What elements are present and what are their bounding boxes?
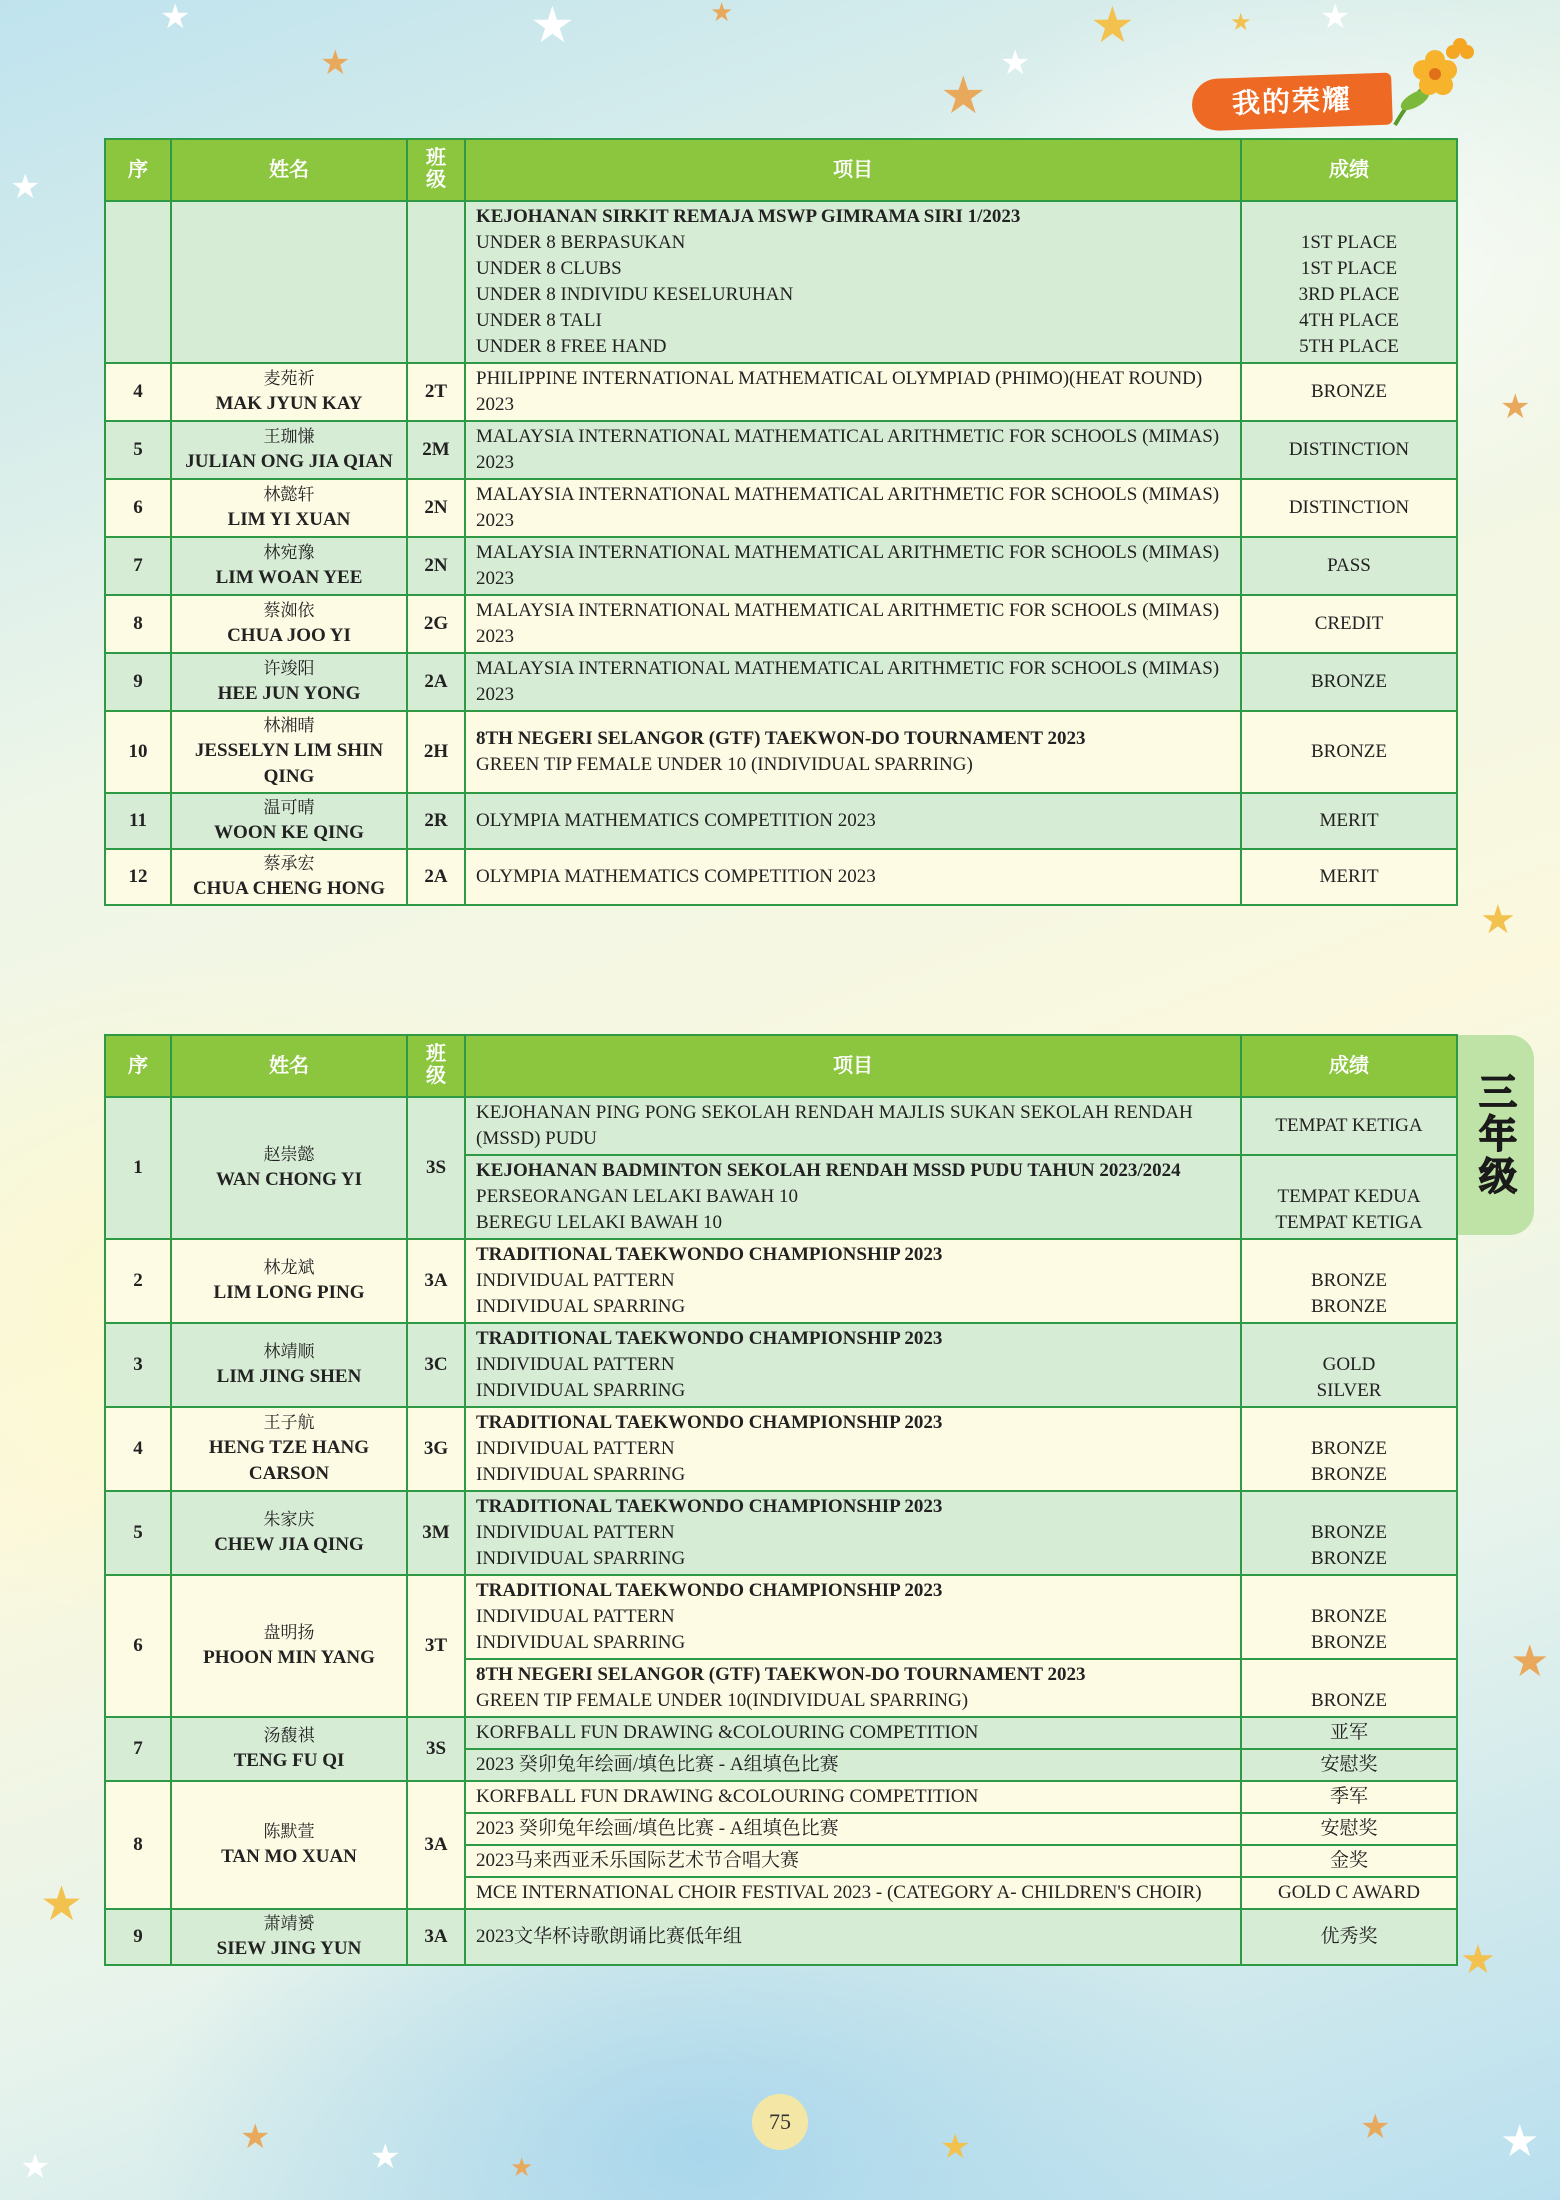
class-code: 2N <box>407 479 465 537</box>
class-code: 3C <box>407 1323 465 1407</box>
header-result: 成绩 <box>1241 139 1457 201</box>
text-line: MERIT <box>1319 810 1379 831</box>
text-line: GREEN TIP FEMALE UNDER 10 (INDIVIDUAL SPARRING) <box>476 754 973 775</box>
event-cell <box>465 1813 1241 1845</box>
text-line: BRONZE <box>1311 381 1387 402</box>
table-row <box>105 1407 1457 1491</box>
event-cell <box>465 537 1241 595</box>
event-cell <box>465 1407 1241 1491</box>
student-name-english: WAN CHONG YI <box>215 1169 363 1190</box>
text-line: PERSEORANGAN LELAKI BAWAH 10 <box>476 1186 798 1207</box>
text-line <box>1252 1578 1446 1604</box>
text-line: 8TH NEGERI SELANGOR (GTF) TAEKWON-DO TOURNAMENT 2023 <box>476 1664 1086 1685</box>
text-line: OLYMPIA MATHEMATICS COMPETITION 2023 <box>476 866 876 887</box>
table-row <box>105 1097 1457 1155</box>
text-line: BRONZE <box>1311 1438 1387 1459</box>
result-cell <box>1241 1813 1457 1845</box>
result-cell <box>1241 421 1457 479</box>
star-decoration-icon: ★ <box>940 66 987 126</box>
student-name-english: CHUA CHENG HONG <box>192 878 386 899</box>
student-name-english: WOON KE QING <box>214 822 364 843</box>
student-name-english: JESSELYN LIM SHIN QING <box>194 740 384 787</box>
student-name-english: JULIAN ONG JIA QIAN <box>185 451 393 472</box>
text-line: MALAYSIA INTERNATIONAL MATHEMATICAL ARITHMETIC FOR SCHOOLS (MIMAS) 2023 <box>476 600 1220 647</box>
text-line: 安慰奖 <box>1320 1754 1378 1775</box>
star-decoration-icon: ★ <box>40 1876 84 1932</box>
student-name-chinese: 盘明扬 <box>263 1623 315 1642</box>
event-cell <box>465 1717 1241 1749</box>
header-name: 姓名 <box>171 139 407 201</box>
text-line: CREDIT <box>1314 613 1384 634</box>
student-name-english: PHOON MIN YANG <box>203 1647 375 1668</box>
header-no: 序 <box>105 1035 171 1097</box>
text-line: 4TH PLACE <box>1299 310 1399 331</box>
text-line <box>1252 1242 1446 1268</box>
text-line: BRONZE <box>1311 1632 1387 1653</box>
class-code: 2N <box>407 537 465 595</box>
result-cell <box>1241 653 1457 711</box>
student-name-english: CHEW JIA QING <box>214 1534 364 1555</box>
table-row <box>105 793 1457 849</box>
table-row <box>105 537 1457 595</box>
student-name-chinese: 王珈慊 <box>263 427 315 446</box>
text-line: INDIVIDUAL SPARRING <box>476 1548 686 1569</box>
achievements-table-grade-2 <box>104 138 1458 906</box>
row-number: 8 <box>105 1781 171 1909</box>
text-line: MALAYSIA INTERNATIONAL MATHEMATICAL ARITHMETIC FOR SCHOOLS (MIMAS) 2023 <box>476 484 1220 531</box>
student-name-english: HEE JUN YONG <box>217 683 361 704</box>
text-line: MALAYSIA INTERNATIONAL MATHEMATICAL ARITHMETIC FOR SCHOOLS (MIMAS) 2023 <box>476 658 1220 705</box>
student-name-english: TAN MO XUAN <box>221 1846 357 1867</box>
result-cell <box>1241 479 1457 537</box>
text-line: 8TH NEGERI SELANGOR (GTF) TAEKWON-DO TOURNAMENT 2023 <box>476 728 1086 749</box>
student-name-chinese: 汤馥祺 <box>263 1726 315 1745</box>
text-line: TRADITIONAL TAEKWONDO CHAMPIONSHIP 2023 <box>476 1328 943 1349</box>
star-decoration-icon: ★ <box>1460 1937 1496 1983</box>
header-name: 姓名 <box>171 1035 407 1097</box>
star-decoration-icon: ★ <box>240 2117 271 2157</box>
text-line: 2023文华杯诗歌朗诵比赛低年组 <box>476 1926 743 1947</box>
header-event: 项目 <box>465 139 1241 201</box>
class-code: 3A <box>407 1781 465 1909</box>
text-line: KEJOHANAN SIRKIT REMAJA MSWP GIMRAMA SIRI 1/2023 <box>476 206 1021 227</box>
text-line: TRADITIONAL TAEKWONDO CHAMPIONSHIP 2023 <box>476 1244 943 1265</box>
text-line <box>1252 1410 1446 1436</box>
star-decoration-icon: ★ <box>1500 2116 1540 2167</box>
text-line: INDIVIDUAL PATTERN <box>476 1270 675 1291</box>
table-row <box>105 595 1457 653</box>
star-decoration-icon: ★ <box>1360 2107 1391 2147</box>
text-line: INDIVIDUAL SPARRING <box>476 1380 686 1401</box>
event-cell <box>465 1097 1241 1155</box>
text-line: UNDER 8 INDIVIDU KESELURUHAN <box>476 284 794 305</box>
table-row <box>105 479 1457 537</box>
text-line: BRONZE <box>1311 1606 1387 1627</box>
row-number: 12 <box>105 849 171 905</box>
event-cell <box>465 1239 1241 1323</box>
student-name-chinese: 林靖顺 <box>263 1342 315 1361</box>
page-number: 75 <box>752 2094 808 2150</box>
header-no: 序 <box>105 139 171 201</box>
text-line <box>1252 1158 1446 1184</box>
text-line: UNDER 8 BERPASUKAN <box>476 232 686 253</box>
star-decoration-icon: ★ <box>1090 0 1135 54</box>
student-name-chinese: 林宛豫 <box>263 543 315 562</box>
star-decoration-icon: ★ <box>710 0 734 28</box>
result-cell <box>1241 201 1457 363</box>
class-code: 2R <box>407 793 465 849</box>
text-line: MALAYSIA INTERNATIONAL MATHEMATICAL ARITHMETIC FOR SCHOOLS (MIMAS) 2023 <box>476 542 1220 589</box>
text-line: INDIVIDUAL SPARRING <box>476 1632 686 1653</box>
section-badge: 我的荣耀 <box>1191 73 1393 132</box>
student-name-chinese: 麦苑祈 <box>263 369 315 388</box>
text-line: KORFBALL FUN DRAWING &COLOURING COMPETITION <box>476 1786 979 1807</box>
text-line: KEJOHANAN PING PONG SEKOLAH RENDAH MAJLIS SUKAN SEKOLAH RENDAH (MSSD) PUDU <box>476 1102 1193 1149</box>
student-name-cell <box>171 1323 407 1407</box>
student-name-chinese: 林龙斌 <box>263 1258 315 1277</box>
star-decoration-icon: ★ <box>370 2137 401 2177</box>
class-code: 2A <box>407 653 465 711</box>
grade-tab <box>1456 1035 1534 1235</box>
result-cell <box>1241 1097 1457 1155</box>
event-cell <box>465 1781 1241 1813</box>
text-line: 2023 癸卯兔年绘画/填色比赛 - A组填色比赛 <box>476 1754 839 1775</box>
star-decoration-icon: ★ <box>20 2147 51 2187</box>
text-line: UNDER 8 FREE HAND <box>476 336 667 357</box>
student-name-chinese: 温可晴 <box>263 798 315 817</box>
header-result: 成绩 <box>1241 1035 1457 1097</box>
student-name-chinese: 赵崇懿 <box>263 1145 315 1164</box>
table-row <box>105 1323 1457 1407</box>
result-cell <box>1241 1407 1457 1491</box>
text-line <box>1252 1662 1446 1688</box>
student-name-english: MAK JYUN KAY <box>215 393 363 414</box>
text-line: BRONZE <box>1311 1270 1387 1291</box>
event-cell <box>465 479 1241 537</box>
student-name-cell <box>171 479 407 537</box>
result-cell <box>1241 1575 1457 1659</box>
star-decoration-icon: ★ <box>1230 8 1252 36</box>
text-line: OLYMPIA MATHEMATICS COMPETITION 2023 <box>476 810 876 831</box>
class-code <box>407 201 465 363</box>
row-number: 5 <box>105 1491 171 1575</box>
text-line: INDIVIDUAL PATTERN <box>476 1522 675 1543</box>
text-line: BEREGU LELAKI BAWAH 10 <box>476 1212 722 1233</box>
row-number: 9 <box>105 1909 171 1965</box>
table-row <box>105 1239 1457 1323</box>
text-line: INDIVIDUAL PATTERN <box>476 1438 675 1459</box>
header-class <box>407 139 465 201</box>
student-name-cell <box>171 1239 407 1323</box>
result-cell <box>1241 1491 1457 1575</box>
text-line: MERIT <box>1319 866 1379 887</box>
student-name-english: LIM YI XUAN <box>227 509 351 530</box>
student-name-chinese: 林懿轩 <box>263 485 315 504</box>
table-row <box>105 1717 1457 1749</box>
text-line: KEJOHANAN BADMINTON SEKOLAH RENDAH MSSD PUDU TAHUN 2023/2024 <box>476 1160 1181 1181</box>
student-name-english: SIEW JING YUN <box>216 1938 362 1959</box>
table-row <box>105 1909 1457 1965</box>
row-number: 6 <box>105 479 171 537</box>
grade-tab-label: 三年级 <box>1472 1072 1517 1198</box>
event-cell <box>465 1491 1241 1575</box>
text-line: 1ST PLACE <box>1300 232 1398 253</box>
star-decoration-icon: ★ <box>1510 1636 1550 1687</box>
text-line: BRONZE <box>1311 1690 1387 1711</box>
text-line: MALAYSIA INTERNATIONAL MATHEMATICAL ARITHMETIC FOR SCHOOLS (MIMAS) 2023 <box>476 426 1220 473</box>
result-cell <box>1241 1749 1457 1781</box>
student-name-chinese: 朱家庆 <box>263 1510 315 1529</box>
table-header-row <box>105 1035 1457 1097</box>
text-line: BRONZE <box>1311 671 1387 692</box>
text-line: 3RD PLACE <box>1298 284 1400 305</box>
student-name-chinese: 许竣阳 <box>263 659 315 678</box>
event-cell <box>465 711 1241 793</box>
student-name-cell <box>171 1575 407 1717</box>
star-decoration-icon: ★ <box>510 2153 534 2183</box>
result-cell <box>1241 793 1457 849</box>
result-cell <box>1241 1155 1457 1239</box>
student-name-cell <box>171 1717 407 1781</box>
class-code: 3S <box>407 1097 465 1239</box>
student-name-cell <box>171 1491 407 1575</box>
result-cell <box>1241 1845 1457 1877</box>
row-number: 4 <box>105 1407 171 1491</box>
table-row <box>105 421 1457 479</box>
text-line: UNDER 8 TALI <box>476 310 602 331</box>
text-line: 优秀奖 <box>1320 1926 1378 1947</box>
class-code: 2M <box>407 421 465 479</box>
result-cell <box>1241 537 1457 595</box>
table-row <box>105 363 1457 421</box>
text-line: DISTINCTION <box>1288 497 1410 518</box>
student-name-chinese: 王子航 <box>263 1413 315 1432</box>
text-line: 2023马来西亚禾乐国际艺术节合唱大赛 <box>476 1850 800 1871</box>
class-code: 3A <box>407 1239 465 1323</box>
text-line: PHILIPPINE INTERNATIONAL MATHEMATICAL OLYMPIAD (PHIMO)(HEAT ROUND) 2023 <box>476 368 1203 415</box>
row-number: 10 <box>105 711 171 793</box>
text-line: INDIVIDUAL PATTERN <box>476 1354 675 1375</box>
result-cell <box>1241 1239 1457 1323</box>
table-row <box>105 653 1457 711</box>
row-number: 11 <box>105 793 171 849</box>
row-number: 9 <box>105 653 171 711</box>
student-name-cell <box>171 201 407 363</box>
table-header-row <box>105 139 1457 201</box>
class-code: 3M <box>407 1491 465 1575</box>
student-name-cell <box>171 1781 407 1909</box>
result-cell <box>1241 711 1457 793</box>
text-line: 安慰奖 <box>1320 1818 1378 1839</box>
text-line <box>1252 1494 1446 1520</box>
text-line: 5TH PLACE <box>1299 336 1399 357</box>
star-decoration-icon: ★ <box>320 43 351 83</box>
star-decoration-icon: ★ <box>1000 43 1031 83</box>
text-line: SILVER <box>1316 1380 1382 1401</box>
event-cell <box>465 595 1241 653</box>
student-name-cell <box>171 1407 407 1491</box>
star-decoration-icon: ★ <box>1320 0 1351 37</box>
student-name-english: LIM WOAN YEE <box>215 567 363 588</box>
text-line <box>1252 204 1446 230</box>
result-cell <box>1241 363 1457 421</box>
text-line: INDIVIDUAL SPARRING <box>476 1464 686 1485</box>
text-line: PASS <box>1327 555 1371 576</box>
class-code: 3S <box>407 1717 465 1781</box>
student-name-cell <box>171 1097 407 1239</box>
student-name-cell <box>171 421 407 479</box>
text-line: 2023 癸卯兔年绘画/填色比赛 - A组填色比赛 <box>476 1818 839 1839</box>
student-name-english: LIM JING SHEN <box>216 1366 362 1387</box>
event-cell <box>465 1877 1241 1909</box>
student-name-english: HENG TZE HANG CARSON <box>208 1437 370 1484</box>
student-name-cell <box>171 849 407 905</box>
student-name-chinese: 陈默萱 <box>263 1822 315 1841</box>
star-decoration-icon: ★ <box>160 0 191 37</box>
student-name-cell <box>171 653 407 711</box>
text-line: TEMPAT KETIGA <box>1275 1115 1423 1136</box>
star-decoration-icon: ★ <box>1480 897 1516 943</box>
event-cell <box>465 201 1241 363</box>
text-line: BRONZE <box>1311 1522 1387 1543</box>
result-cell <box>1241 1323 1457 1407</box>
text-line: TRADITIONAL TAEKWONDO CHAMPIONSHIP 2023 <box>476 1496 943 1517</box>
event-cell <box>465 1155 1241 1239</box>
event-cell <box>465 793 1241 849</box>
event-cell <box>465 1323 1241 1407</box>
student-name-english: LIM LONG PING <box>213 1282 365 1303</box>
event-cell <box>465 1575 1241 1659</box>
text-line: MCE INTERNATIONAL CHOIR FESTIVAL 2023 - (CATEGORY A- CHILDREN'S CHOIR) <box>476 1882 1202 1903</box>
student-name-chinese: 蔡承宏 <box>263 854 315 873</box>
student-name-english: TENG FU QI <box>233 1750 345 1771</box>
text-line: GOLD <box>1322 1354 1376 1375</box>
table-row <box>105 1491 1457 1575</box>
result-cell <box>1241 1909 1457 1965</box>
star-decoration-icon: ★ <box>1500 387 1531 427</box>
result-cell <box>1241 1781 1457 1813</box>
text-line: KORFBALL FUN DRAWING &COLOURING COMPETITION <box>476 1722 979 1743</box>
star-decoration-icon: ★ <box>530 0 575 54</box>
class-code: 3A <box>407 1909 465 1965</box>
header-event: 项目 <box>465 1035 1241 1097</box>
star-decoration-icon: ★ <box>10 167 41 207</box>
result-cell <box>1241 1717 1457 1749</box>
text-line: BRONZE <box>1311 741 1387 762</box>
class-code: 2G <box>407 595 465 653</box>
result-cell <box>1241 849 1457 905</box>
row-number <box>105 201 171 363</box>
text-line: BRONZE <box>1311 1296 1387 1317</box>
table-row <box>105 711 1457 793</box>
student-name-chinese: 蔡洳依 <box>263 601 315 620</box>
class-code: 3T <box>407 1575 465 1717</box>
text-line: GREEN TIP FEMALE UNDER 10(INDIVIDUAL SPARRING) <box>476 1690 969 1711</box>
text-line: GOLD C AWARD <box>1277 1882 1421 1903</box>
student-name-cell <box>171 363 407 421</box>
event-cell <box>465 1659 1241 1717</box>
achievements-table-grade-3 <box>104 1034 1458 1966</box>
class-code: 2H <box>407 711 465 793</box>
student-name-cell <box>171 595 407 653</box>
class-code: 2A <box>407 849 465 905</box>
row-number: 1 <box>105 1097 171 1239</box>
text-line: 1ST PLACE <box>1300 258 1398 279</box>
row-number: 3 <box>105 1323 171 1407</box>
result-cell <box>1241 1659 1457 1717</box>
text-line: UNDER 8 CLUBS <box>476 258 622 279</box>
student-name-cell <box>171 711 407 793</box>
text-line <box>1252 1326 1446 1352</box>
event-cell <box>465 653 1241 711</box>
header-class <box>407 1035 465 1097</box>
text-line: TEMPAT KEDUA <box>1277 1186 1421 1207</box>
table-row <box>105 1575 1457 1659</box>
text-line: 季军 <box>1329 1786 1368 1807</box>
student-name-chinese: 萧靖赟 <box>263 1914 315 1933</box>
row-number: 4 <box>105 363 171 421</box>
text-line: 金奖 <box>1329 1850 1368 1871</box>
text-line: INDIVIDUAL SPARRING <box>476 1296 686 1317</box>
row-number: 7 <box>105 537 171 595</box>
text-line: 亚军 <box>1329 1722 1368 1743</box>
table-row <box>105 201 1457 363</box>
text-line: TRADITIONAL TAEKWONDO CHAMPIONSHIP 2023 <box>476 1580 943 1601</box>
header-class-label: 班级 <box>426 1043 446 1087</box>
table-row <box>105 849 1457 905</box>
text-line: DISTINCTION <box>1288 439 1410 460</box>
text-line: INDIVIDUAL PATTERN <box>476 1606 675 1627</box>
star-decoration-icon: ★ <box>940 2127 971 2167</box>
text-line: BRONZE <box>1311 1548 1387 1569</box>
student-name-english: CHUA JOO YI <box>227 625 351 646</box>
text-line: TRADITIONAL TAEKWONDO CHAMPIONSHIP 2023 <box>476 1412 943 1433</box>
event-cell <box>465 849 1241 905</box>
event-cell <box>465 1909 1241 1965</box>
student-name-cell <box>171 1909 407 1965</box>
event-cell <box>465 421 1241 479</box>
student-name-cell <box>171 793 407 849</box>
student-name-cell <box>171 537 407 595</box>
row-number: 5 <box>105 421 171 479</box>
result-cell <box>1241 595 1457 653</box>
flower-icon <box>1385 30 1475 130</box>
class-code: 2T <box>407 363 465 421</box>
row-number: 6 <box>105 1575 171 1717</box>
student-name-chinese: 林湘晴 <box>263 716 315 735</box>
result-cell <box>1241 1877 1457 1909</box>
event-cell <box>465 363 1241 421</box>
row-number: 7 <box>105 1717 171 1781</box>
row-number: 8 <box>105 595 171 653</box>
class-code: 3G <box>407 1407 465 1491</box>
event-cell <box>465 1845 1241 1877</box>
text-line: TEMPAT KETIGA <box>1275 1212 1423 1233</box>
table-row <box>105 1781 1457 1813</box>
header-class-label: 班级 <box>426 147 446 191</box>
row-number: 2 <box>105 1239 171 1323</box>
text-line: BRONZE <box>1311 1464 1387 1485</box>
event-cell <box>465 1749 1241 1781</box>
